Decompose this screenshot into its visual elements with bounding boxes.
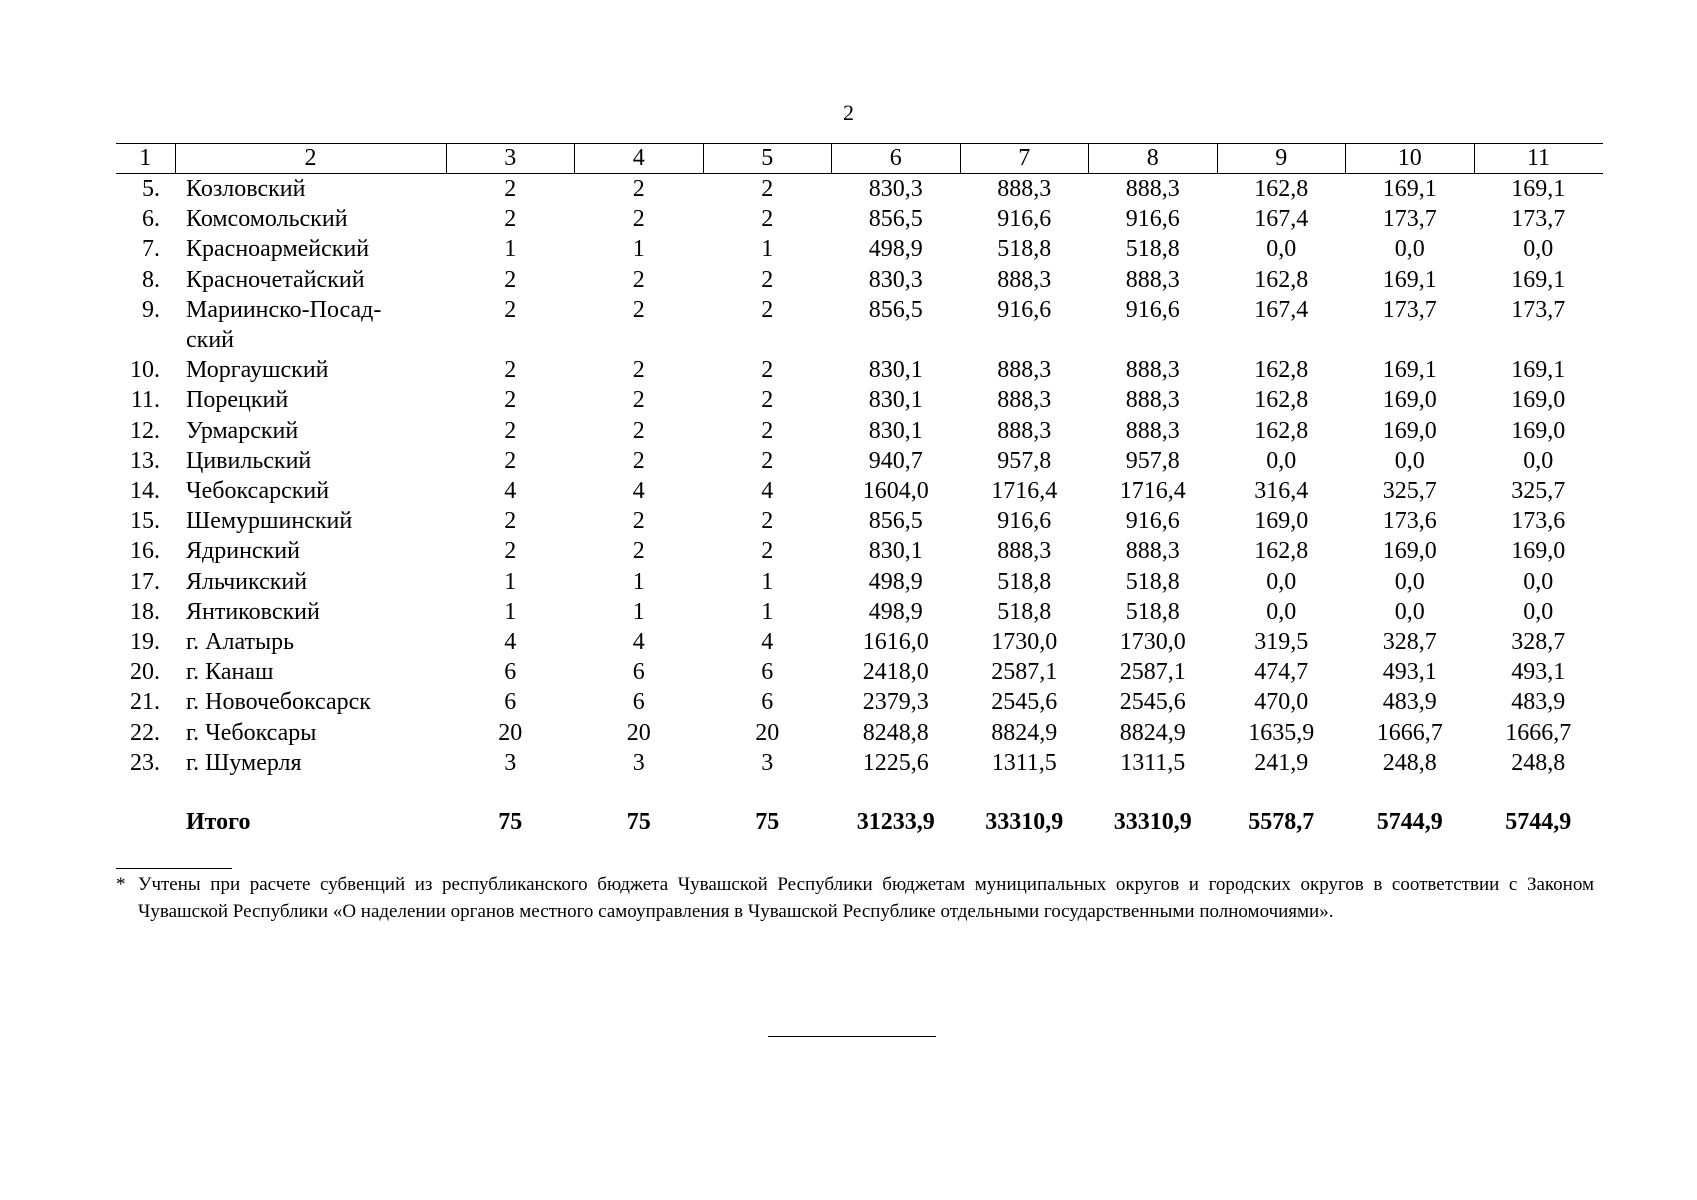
- value-cell: 328,7: [1382, 629, 1437, 656]
- value-cell: 173,7: [1382, 296, 1437, 323]
- value-cell: 2: [504, 206, 517, 233]
- value-cell: 4: [504, 478, 517, 505]
- table-row: [116, 204, 1603, 234]
- value-cell: 0,0: [1523, 236, 1554, 263]
- value-cell: 169,0: [1382, 387, 1437, 414]
- spacer-cell: [175, 778, 446, 806]
- value-cell: 888,3: [1125, 387, 1180, 414]
- footnote-separator: [116, 868, 232, 869]
- value-cell: 167,4: [1254, 206, 1309, 233]
- district-name: Комсомольский: [186, 206, 348, 233]
- value-cell: 8248,8: [862, 719, 929, 746]
- value-cell: 0,0: [1266, 568, 1297, 595]
- row-number: 18.: [130, 598, 160, 625]
- value-cell: 1666,7: [1505, 719, 1572, 746]
- value-cell: 2: [504, 176, 517, 202]
- value-cell: 2: [504, 387, 517, 414]
- value-cell: 1: [761, 236, 774, 263]
- value-cell: 162,8: [1254, 417, 1309, 444]
- table-row: [116, 536, 1603, 566]
- spacer-cell: [1217, 778, 1346, 806]
- value-cell: 169,0: [1511, 417, 1566, 444]
- table-row: [116, 446, 1603, 476]
- table-body: [116, 174, 1603, 839]
- value-cell: 2: [761, 357, 774, 384]
- district-name: Ядринский: [186, 538, 300, 565]
- value-cell: 8824,9: [1119, 719, 1186, 746]
- value-cell: 173,6: [1511, 508, 1566, 535]
- value-cell: 0,0: [1523, 598, 1554, 625]
- value-cell: 169,1: [1382, 357, 1437, 384]
- value-cell: 3: [761, 749, 774, 776]
- value-cell: 167,4: [1254, 296, 1309, 323]
- value-cell: 173,7: [1511, 296, 1566, 323]
- value-cell: 2: [632, 538, 645, 565]
- value-cell: 169,1: [1511, 266, 1566, 293]
- value-cell: 173,7: [1511, 206, 1566, 233]
- value-cell: 1: [504, 598, 517, 625]
- row-number: 15.: [130, 508, 160, 535]
- value-cell: 856,5: [868, 508, 923, 535]
- district-name: Чебоксарский: [186, 478, 330, 505]
- value-cell: 957,8: [1125, 447, 1180, 474]
- value-cell: 0,0: [1394, 598, 1425, 625]
- value-cell: 2: [761, 447, 774, 474]
- table-row: [116, 718, 1603, 748]
- table-row: [116, 234, 1603, 264]
- row-number: 21.: [130, 689, 160, 716]
- row-number: 12.: [130, 417, 160, 444]
- value-cell: 20: [755, 719, 780, 746]
- value-cell: 169,0: [1254, 508, 1309, 535]
- value-cell: 169,0: [1511, 538, 1566, 565]
- value-cell: 0,0: [1266, 598, 1297, 625]
- value-cell: 2: [504, 508, 517, 535]
- total-label: Итого: [186, 809, 251, 836]
- value-cell: 830,1: [868, 538, 923, 565]
- table-row: [116, 687, 1603, 717]
- value-cell: 0,0: [1394, 447, 1425, 474]
- value-cell: 2: [761, 387, 774, 414]
- value-cell: 2: [632, 206, 645, 233]
- table-row: [116, 476, 1603, 506]
- value-cell: 1311,5: [991, 749, 1057, 776]
- value-cell: 4: [632, 478, 645, 505]
- value-cell: 2: [761, 206, 774, 233]
- table-row: [116, 567, 1603, 597]
- value-cell: 4: [761, 478, 774, 505]
- total-value-cell: 33310,9: [1113, 809, 1192, 836]
- spacer-cell: [1474, 778, 1603, 806]
- value-cell: 162,8: [1254, 387, 1309, 414]
- footnote: [116, 871, 1594, 925]
- column-header: 9: [1217, 144, 1346, 174]
- row-number: 6.: [142, 206, 160, 233]
- value-cell: 830,1: [868, 357, 923, 384]
- value-cell: 470,0: [1254, 689, 1309, 716]
- value-cell: 493,1: [1382, 659, 1437, 686]
- district-name: г. Чебоксары: [186, 719, 317, 746]
- value-cell: 888,3: [997, 266, 1052, 293]
- value-cell: 2: [632, 176, 645, 202]
- table-row: [116, 657, 1603, 687]
- value-cell: 173,7: [1382, 206, 1437, 233]
- value-cell: 3: [632, 749, 645, 776]
- total-value-cell: 75: [626, 809, 651, 836]
- value-cell: 2: [504, 357, 517, 384]
- value-cell: 6: [632, 659, 645, 686]
- district-name: Красночетайский: [186, 266, 365, 293]
- value-cell: 1730,0: [1119, 629, 1186, 656]
- row-number: 19.: [130, 629, 160, 656]
- value-cell: 169,0: [1382, 538, 1437, 565]
- table-row: [116, 174, 1603, 205]
- value-cell: 888,3: [997, 417, 1052, 444]
- value-cell: 830,1: [868, 387, 923, 414]
- total-value-cell: 5744,9: [1376, 809, 1443, 836]
- row-number: 13.: [130, 447, 160, 474]
- district-name: [175, 295, 446, 355]
- total-value-cell: 75: [755, 809, 780, 836]
- value-cell: 856,5: [868, 296, 923, 323]
- table-row: [116, 385, 1603, 415]
- value-cell: 8824,9: [991, 719, 1058, 746]
- page-number: 2: [843, 100, 854, 125]
- value-cell: 518,8: [997, 236, 1052, 263]
- value-cell: 248,8: [1382, 749, 1437, 776]
- value-cell: 830,3: [868, 176, 923, 202]
- table-header: [116, 144, 1603, 174]
- value-cell: 2: [761, 296, 774, 323]
- row-number: 9.: [142, 296, 160, 323]
- table-row: [116, 355, 1603, 385]
- value-cell: 2: [761, 508, 774, 535]
- district-name: Моргаушский: [186, 357, 329, 384]
- row-number: 5.: [142, 176, 160, 202]
- district-name: г. Алатырь: [186, 629, 295, 656]
- value-cell: 2: [632, 266, 645, 293]
- total-value-cell: 5744,9: [1505, 809, 1572, 836]
- end-of-document-rule: [768, 1036, 936, 1037]
- row-number: 7.: [142, 236, 160, 263]
- value-cell: 483,9: [1511, 689, 1566, 716]
- value-cell: 2: [504, 417, 517, 444]
- value-cell: 888,3: [1125, 417, 1180, 444]
- value-cell: 483,9: [1382, 689, 1437, 716]
- column-header: 1: [116, 144, 175, 174]
- value-cell: 2: [504, 538, 517, 565]
- table-row: [116, 597, 1603, 627]
- column-header: 6: [832, 144, 961, 174]
- district-name: Цивильский: [186, 447, 312, 474]
- value-cell: 888,3: [1125, 266, 1180, 293]
- value-cell: 830,3: [868, 266, 923, 293]
- value-cell: 2: [761, 266, 774, 293]
- value-cell: 518,8: [1125, 568, 1180, 595]
- value-cell: 2: [632, 296, 645, 323]
- spacer-cell: [960, 778, 1089, 806]
- value-cell: 856,5: [868, 206, 923, 233]
- value-cell: 2418,0: [862, 659, 929, 686]
- column-header: 2: [175, 144, 446, 174]
- value-cell: 2: [632, 387, 645, 414]
- value-cell: 6: [504, 689, 517, 716]
- value-cell: 2: [632, 417, 645, 444]
- spacer-cell: [1346, 778, 1475, 806]
- value-cell: 169,0: [1382, 417, 1437, 444]
- value-cell: 498,9: [868, 568, 923, 595]
- value-cell: 888,3: [997, 176, 1052, 202]
- value-cell: 4: [632, 629, 645, 656]
- value-cell: 474,7: [1254, 659, 1309, 686]
- district-name: г. Шумерля: [186, 749, 302, 776]
- spacer-cell: [575, 778, 704, 806]
- value-cell: 940,7: [868, 447, 923, 474]
- district-name: г. Новочебоксарск: [186, 689, 371, 716]
- value-cell: 830,1: [868, 417, 923, 444]
- value-cell: 916,6: [1125, 206, 1180, 233]
- value-cell: 325,7: [1382, 478, 1437, 505]
- table-row: [116, 748, 1603, 778]
- value-cell: 169,1: [1382, 176, 1437, 202]
- column-header: 7: [960, 144, 1089, 174]
- table-row: [116, 416, 1603, 446]
- row-number: 10.: [130, 357, 160, 384]
- row-number: 8.: [142, 266, 160, 293]
- value-cell: 6: [504, 659, 517, 686]
- header-row: [116, 144, 1603, 174]
- table-row: [116, 627, 1603, 657]
- row-number: 11.: [130, 387, 160, 414]
- spacer-cell: [832, 778, 961, 806]
- column-header: 4: [575, 144, 704, 174]
- value-cell: 518,8: [997, 598, 1052, 625]
- total-row: [116, 806, 1603, 838]
- footnote-text: Учтены при расчете субвенций из республиканского бюджета Чувашской Республики бюджетам муниципальных округов и городских округов в соответствии с Законом Чувашской Республики «О наделении органов местного самоуправления в Чувашской Республике отдельными государственными полномочиями».: [138, 874, 1594, 922]
- district-name: Порецкий: [186, 387, 289, 414]
- value-cell: 162,8: [1254, 266, 1309, 293]
- value-cell: 1: [504, 236, 517, 263]
- value-cell: 0,0: [1394, 236, 1425, 263]
- value-cell: 888,3: [1125, 538, 1180, 565]
- value-cell: 0,0: [1266, 236, 1297, 263]
- value-cell: 888,3: [1125, 357, 1180, 384]
- district-name: Красноармейский: [186, 236, 370, 263]
- value-cell: 2587,1: [1119, 659, 1186, 686]
- value-cell: 2: [504, 266, 517, 293]
- column-header: 11: [1474, 144, 1603, 174]
- spacer-cell: [703, 778, 832, 806]
- spacer-cell: [116, 778, 175, 806]
- value-cell: 3: [504, 749, 517, 776]
- district-name: Урмарский: [186, 417, 299, 444]
- value-cell: 2: [504, 296, 517, 323]
- value-cell: 6: [632, 689, 645, 716]
- column-header: 8: [1089, 144, 1218, 174]
- district-name: Яльчикский: [186, 568, 308, 595]
- value-cell: 162,8: [1254, 176, 1309, 202]
- value-cell: 1716,4: [991, 478, 1058, 505]
- value-cell: 888,3: [997, 387, 1052, 414]
- value-cell: 1: [761, 568, 774, 595]
- total-value-cell: 31233,9: [856, 809, 935, 836]
- district-name: Козловский: [186, 176, 306, 202]
- value-cell: 6: [761, 689, 774, 716]
- value-cell: 4: [761, 629, 774, 656]
- value-cell: 0,0: [1523, 447, 1554, 474]
- district-name-line: Мариинско-Посад-: [186, 296, 382, 323]
- value-cell: 2: [504, 447, 517, 474]
- value-cell: 2: [761, 176, 774, 202]
- value-cell: 1635,9: [1248, 719, 1315, 746]
- value-cell: 498,9: [868, 236, 923, 263]
- table-row: [116, 506, 1603, 536]
- value-cell: 888,3: [1125, 176, 1180, 202]
- column-header: 5: [703, 144, 832, 174]
- value-cell: 2: [632, 357, 645, 384]
- value-cell: 518,8: [1125, 598, 1180, 625]
- total-value-cell: 5578,7: [1248, 809, 1315, 836]
- value-cell: 518,8: [997, 568, 1052, 595]
- spacer-cell: [446, 778, 575, 806]
- value-cell: 316,4: [1254, 478, 1309, 505]
- value-cell: 2545,6: [991, 689, 1058, 716]
- value-cell: 2: [632, 508, 645, 535]
- row-number: 16.: [130, 538, 160, 565]
- row-number: 23.: [130, 749, 160, 776]
- column-header: 3: [446, 144, 575, 174]
- value-cell: 6: [761, 659, 774, 686]
- value-cell: 1: [504, 568, 517, 595]
- value-cell: 888,3: [997, 538, 1052, 565]
- value-cell: 169,1: [1511, 176, 1566, 202]
- district-name: г. Канаш: [186, 659, 274, 686]
- total-value-cell: 33310,9: [985, 809, 1064, 836]
- value-cell: 1: [632, 568, 645, 595]
- value-cell: 1604,0: [862, 478, 929, 505]
- column-header: 10: [1346, 144, 1475, 174]
- value-cell: 498,9: [868, 598, 923, 625]
- footnote-mark: *: [116, 874, 126, 895]
- value-cell: 1730,0: [991, 629, 1058, 656]
- value-cell: 248,8: [1511, 749, 1566, 776]
- value-cell: 2545,6: [1119, 689, 1186, 716]
- value-cell: 319,5: [1254, 629, 1309, 656]
- value-cell: 328,7: [1511, 629, 1566, 656]
- district-name-line: ский: [186, 327, 234, 354]
- value-cell: 2: [761, 538, 774, 565]
- row-number: 22.: [130, 719, 160, 746]
- value-cell: 20: [498, 719, 523, 746]
- value-cell: 169,1: [1511, 357, 1566, 384]
- value-cell: 1616,0: [862, 629, 929, 656]
- value-cell: 2: [761, 417, 774, 444]
- district-name: Янтиковский: [186, 598, 320, 625]
- subventions-table: [116, 143, 1603, 838]
- value-cell: 0,0: [1266, 447, 1297, 474]
- value-cell: 1: [632, 598, 645, 625]
- district-name: Шемуршинский: [186, 508, 353, 535]
- value-cell: 916,6: [997, 296, 1052, 323]
- value-cell: 0,0: [1523, 568, 1554, 595]
- table-row: [116, 295, 1603, 355]
- value-cell: 2379,3: [862, 689, 929, 716]
- total-number-cell: [116, 806, 175, 838]
- spacer-cell: [1089, 778, 1218, 806]
- value-cell: 169,1: [1382, 266, 1437, 293]
- value-cell: 518,8: [1125, 236, 1180, 263]
- value-cell: 2: [632, 447, 645, 474]
- value-cell: 162,8: [1254, 538, 1309, 565]
- value-cell: 916,6: [1125, 508, 1180, 535]
- value-cell: 1: [632, 236, 645, 263]
- value-cell: 1: [761, 598, 774, 625]
- row-number: 14.: [130, 478, 160, 505]
- value-cell: 1311,5: [1120, 749, 1186, 776]
- value-cell: 916,6: [1125, 296, 1180, 323]
- value-cell: 493,1: [1511, 659, 1566, 686]
- value-cell: 20: [626, 719, 651, 746]
- value-cell: 1666,7: [1376, 719, 1443, 746]
- value-cell: 0,0: [1394, 568, 1425, 595]
- spacer-row: [116, 778, 1603, 806]
- table-row: [116, 265, 1603, 295]
- value-cell: 173,6: [1382, 508, 1437, 535]
- value-cell: 916,6: [997, 206, 1052, 233]
- row-number: 17.: [130, 568, 160, 595]
- value-cell: 325,7: [1511, 478, 1566, 505]
- value-cell: 916,6: [997, 508, 1052, 535]
- value-cell: 957,8: [997, 447, 1052, 474]
- value-cell: 888,3: [997, 357, 1052, 384]
- value-cell: 162,8: [1254, 357, 1309, 384]
- row-number: 20.: [130, 659, 160, 686]
- value-cell: 169,0: [1511, 387, 1566, 414]
- value-cell: 2587,1: [991, 659, 1058, 686]
- value-cell: 1225,6: [862, 749, 929, 776]
- value-cell: 4: [504, 629, 517, 656]
- total-value-cell: 75: [498, 809, 523, 836]
- value-cell: 241,9: [1254, 749, 1309, 776]
- value-cell: 1716,4: [1119, 478, 1186, 505]
